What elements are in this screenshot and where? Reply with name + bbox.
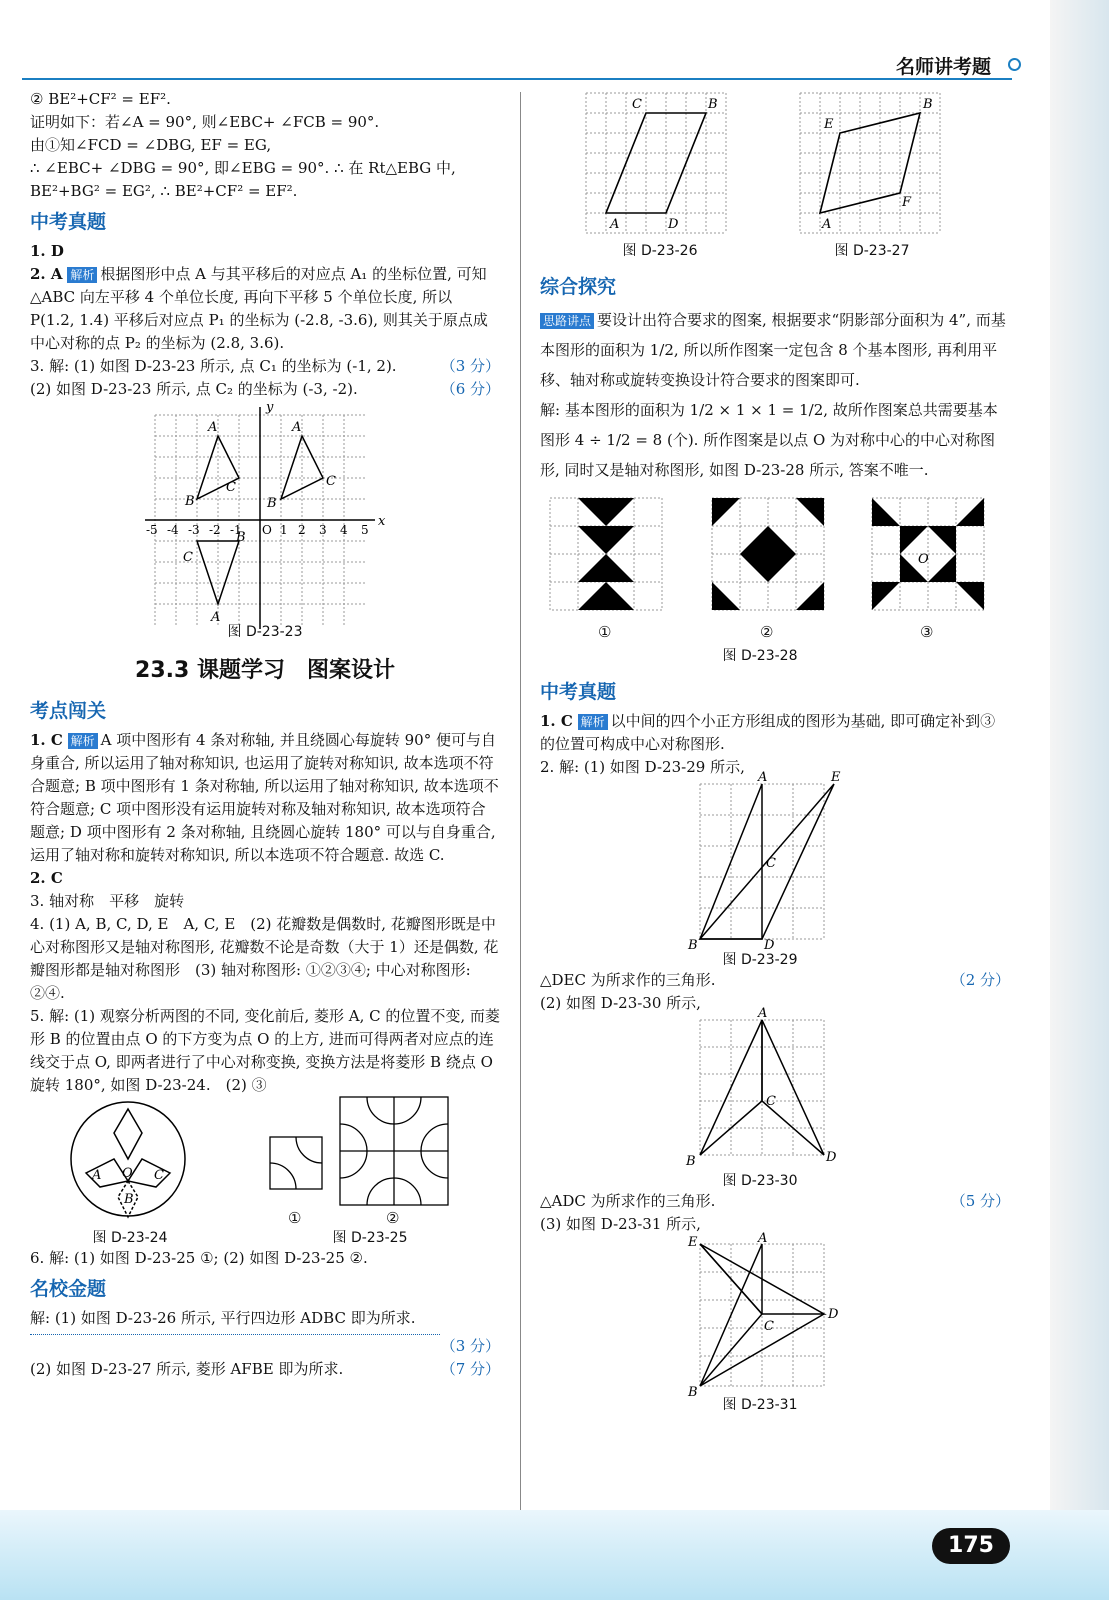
svg-text:C: C (766, 1094, 776, 1109)
svg-text:5: 5 (361, 523, 369, 537)
solution-text: 解: 基本图形的面积为 1/2 × 1 × 1 = 1/2, 故所作图案总共需要基本图形 4 ÷ 1/2 = 8 (个). 所作图案是以点 O 为对称中心的中心对称图形, 同时又是轴对称图形, 如图 D-23-28 所示, 答案不唯一. (540, 401, 998, 479)
section-zhongkao-title-2: 中考真题 (540, 681, 617, 703)
jiexi-tag: 解析 (68, 733, 98, 749)
pattern-figures (540, 493, 1010, 623)
svg-text:E: E (831, 770, 841, 785)
figure-d-23-30 (540, 1006, 1010, 1190)
svg-text:-3: -3 (188, 523, 200, 537)
page-edge-shadow (1050, 0, 1109, 1600)
score: （2 分） (950, 971, 1010, 989)
answer-3a: 3. 解: (1) 如图 D-23-23 所示, 点 C₁ 的坐标为 (-1, 2). （3 分） (30, 355, 500, 378)
svg-text:B: B (688, 938, 698, 953)
triangle-figure-31 (540, 1231, 1010, 1400)
svg-text:4: 4 (340, 523, 348, 537)
triangle-figure-29 (540, 770, 1010, 953)
svg-text:y: y (266, 400, 274, 415)
score: （5 分） (950, 1192, 1010, 1210)
svg-text:D: D (826, 1150, 837, 1165)
answer-m2: (2) 如图 D-23-27 所示, 菱形 AFBE 即为所求. （7 分） (30, 1358, 500, 1381)
svg-text:C: C (226, 480, 236, 495)
svg-text:-5: -5 (146, 523, 158, 537)
svg-text:A: A (211, 610, 221, 625)
answer-z2b: (2) 如图 D-23-30 所示, (540, 994, 701, 1012)
answer-z1: 1. C 解析 以中间的四个小正方形组成的图形为基础, 即可确定补到③的位置可构成中心对称图形. (540, 712, 996, 753)
svg-text:-4: -4 (167, 523, 179, 537)
svg-text:B: B (708, 97, 718, 112)
jiexi-tag: 解析 (578, 714, 608, 730)
header-title: 名师讲考题 (895, 56, 991, 78)
silu-text: 要设计出符合要求的图案, 根据要求“阴影部分面积为 4”, 而基本图形的面积为 1/2, 所以所作图案一定包含 8 个基本图形, 再利用平移、轴对称或旋转变换设计符合要求的图案即可. (540, 311, 1006, 389)
svg-text:3: 3 (319, 523, 327, 537)
figure-d-23-23 (30, 401, 500, 641)
svg-text:D: D (668, 217, 679, 232)
svg-text:B: B (124, 1192, 134, 1207)
svg-text:A: A (292, 420, 302, 435)
svg-text:1: 1 (280, 523, 288, 537)
svg-text:B: B (267, 496, 277, 511)
label: ① (598, 623, 612, 641)
figures-24-25 (30, 1097, 500, 1247)
silu-tag: 思路讲点 (540, 313, 594, 329)
answer-k4: 4. (1) A, B, C, D, E A, C, E (2) 花瓣数是偶数时, 花瓣图形既是中心对称图形又是轴对称图形, 花瓣数不论是奇数（大于 1）还是偶数, 花瓣图形都是轴对称图形 (3) 轴对称图形: ①②③④; 中心对称图形: ②④. (30, 915, 499, 1002)
section-heading: 23.3 课题学习 图案设计 (135, 658, 395, 683)
coordinate-grid-figure (30, 401, 500, 641)
figure-d-23-26-27 (540, 88, 1010, 243)
label: ② (386, 1209, 400, 1227)
intro-line: ② BE²+CF² = EF². (30, 90, 171, 108)
svg-text:B: B (923, 97, 933, 112)
answer-2: 2. A 解析 根据图形中点 A 与其平移后的对应点 A₁ 的坐标位置, 可知△ABC 向左平移 4 个单位长度, 再向下平移 5 个单位长度, 所以 P(1.2, 1.4) 平移后对应点 P₁ 的坐标为 (-2.8, -3.6), 则其关于原点成中心对称的点 P₂ 的坐标为 (2.8, 3.6). (30, 265, 488, 352)
answer-k1: 1. C 解析 A 项中图形有 4 条对称轴, 并且绕圆心每旋转 90° 便可与自身重合, 所以运用了轴对称知识, 也运用了旋转对称知识, 故本选项不符合题意; B 项中图形有 1 条对称轴, 所以运用了轴对称知识, 故本选项不符合题意; C 项中图形没有运用旋转对称及轴对称知识, 故本选项符合题意; D 项中图形有 2 条对称轴, 且绕圆心旋转 180° 可以与自身重合, 运用了轴对称和旋转对称知识, 所以本选项不符合题意. 故选 C. (30, 731, 499, 864)
svg-text:A: A (758, 1231, 768, 1246)
answer-k2: 2. C (30, 869, 63, 887)
score: （3 分） (440, 357, 500, 375)
intro-line: ∴ ∠EBC+ ∠DBG = 90°, 即∠EBG = 90°. ∴ 在 Rt△EBG 中, (30, 159, 456, 177)
svg-text:B: B (236, 530, 246, 545)
svg-text:O: O (122, 1166, 133, 1181)
svg-text:C: C (183, 550, 193, 565)
column-divider (520, 92, 521, 1512)
caption: 图 D-23-28 (722, 648, 798, 664)
caption: 图 D-23-25 (332, 1230, 408, 1246)
svg-text:C: C (326, 474, 336, 489)
right-column (540, 88, 1010, 1416)
answer-z2c: △ADC 为所求作的三角形. （5 分） (540, 1190, 1010, 1213)
svg-text:B: B (688, 1385, 698, 1400)
svg-text:A: A (208, 420, 218, 435)
svg-text:F: F (902, 195, 912, 210)
caption: 图 D-23-26 (622, 243, 698, 259)
svg-text:E: E (688, 1235, 698, 1250)
svg-text:D: D (764, 938, 775, 953)
caption: 图 D-23-23 (227, 624, 303, 640)
intro-line: 由①知∠FCD = ∠DBG, EF = EG, (30, 136, 272, 154)
figure-d-23-31 (540, 1231, 1010, 1416)
answer-z2: 2. 解: (1) 如图 D-23-29 所示, (540, 758, 745, 776)
svg-text:E: E (824, 117, 834, 132)
answer-k3: 3. 轴对称 平移 旋转 (30, 892, 185, 910)
svg-text:D: D (828, 1307, 839, 1322)
svg-text:2: 2 (298, 523, 306, 537)
triangle-figure-30 (540, 1006, 1010, 1170)
svg-text:A: A (758, 770, 768, 785)
answer-3b: (2) 如图 D-23-23 所示, 点 C₂ 的坐标为 (-3, -2). （6 分） (30, 378, 500, 401)
answer-k6: 6. 解: (1) 如图 D-23-25 ①; (2) 如图 D-23-25 ②. (30, 1249, 368, 1267)
svg-text:C: C (154, 1168, 164, 1183)
answer-1: 1. D (30, 242, 64, 260)
answer-z2a: △DEC 为所求作的三角形. （2 分） (540, 969, 1010, 992)
label: ① (288, 1209, 302, 1227)
score-line: （3 分） (440, 1337, 500, 1355)
caption: 图 D-23-30 (722, 1173, 798, 1189)
score: （6 分） (440, 380, 500, 398)
caption: 图 D-23-29 (722, 952, 798, 968)
svg-text:B: B (185, 494, 195, 509)
svg-text:-2: -2 (209, 523, 221, 537)
svg-text:B: B (686, 1154, 696, 1169)
answer-z2d: (3) 如图 D-23-31 所示, (540, 1215, 701, 1233)
label: ③ (920, 623, 934, 641)
left-column (30, 88, 500, 1381)
svg-text:A: A (92, 1168, 102, 1183)
section-mingxiao-title: 名校金题 (30, 1278, 107, 1300)
caption: 图 D-23-27 (834, 243, 910, 259)
answer-m1: 解: (1) 如图 D-23-26 所示, 平行四边形 ADBC 即为所求. (30, 1309, 416, 1327)
caption: 图 D-23-24 (92, 1230, 168, 1246)
figure-d-23-28 (540, 493, 1010, 673)
header-dot-icon (1008, 58, 1021, 71)
caption: 图 D-23-31 (722, 1397, 798, 1413)
figures-26-27 (540, 88, 1010, 268)
section-kaodian-title: 考点闯关 (30, 700, 107, 722)
intro-line: BE²+BG² = EG², ∴ BE²+CF² = EF². (30, 182, 298, 200)
header-rule (22, 78, 1012, 80)
page-number: 175 (932, 1528, 1010, 1564)
figure-d-23-29 (540, 770, 1010, 969)
svg-text:x: x (378, 514, 386, 529)
svg-text:-1: -1 (230, 523, 242, 537)
figure-d-23-24-25 (30, 1097, 500, 1227)
answer-k5: 5. 解: (1) 观察分析两图的不同, 变化前后, 菱形 A, C 的位置不变, 而菱形 B 的位置由点 O 的下方变为点 O 的上方, 进而可得两者对应点的连线交于点 O, 即两者进行了中心对称变换, 变换方法是将菱形 B 绕点 O 旋转 180°, 如图 D-23-24. (2) ③ (30, 1007, 500, 1094)
intro-line: 证明如下：若∠A = 90°, 则∠EBC+ ∠FCB = 90°. (30, 113, 380, 131)
svg-text:C: C (766, 856, 776, 871)
label: ② (760, 623, 774, 641)
score: （7 分） (440, 1360, 500, 1378)
jiexi-tag: 解析 (67, 267, 97, 283)
svg-text:O: O (918, 552, 929, 567)
svg-text:C: C (764, 1319, 774, 1334)
svg-text:O: O (262, 523, 272, 537)
svg-text:A: A (610, 217, 620, 232)
section-zhongkao-title: 中考真题 (30, 211, 107, 233)
svg-text:C: C (632, 97, 642, 112)
svg-text:A: A (758, 1006, 768, 1021)
section-zonghe-title: 综合探究 (540, 276, 617, 298)
svg-text:A: A (822, 217, 832, 232)
